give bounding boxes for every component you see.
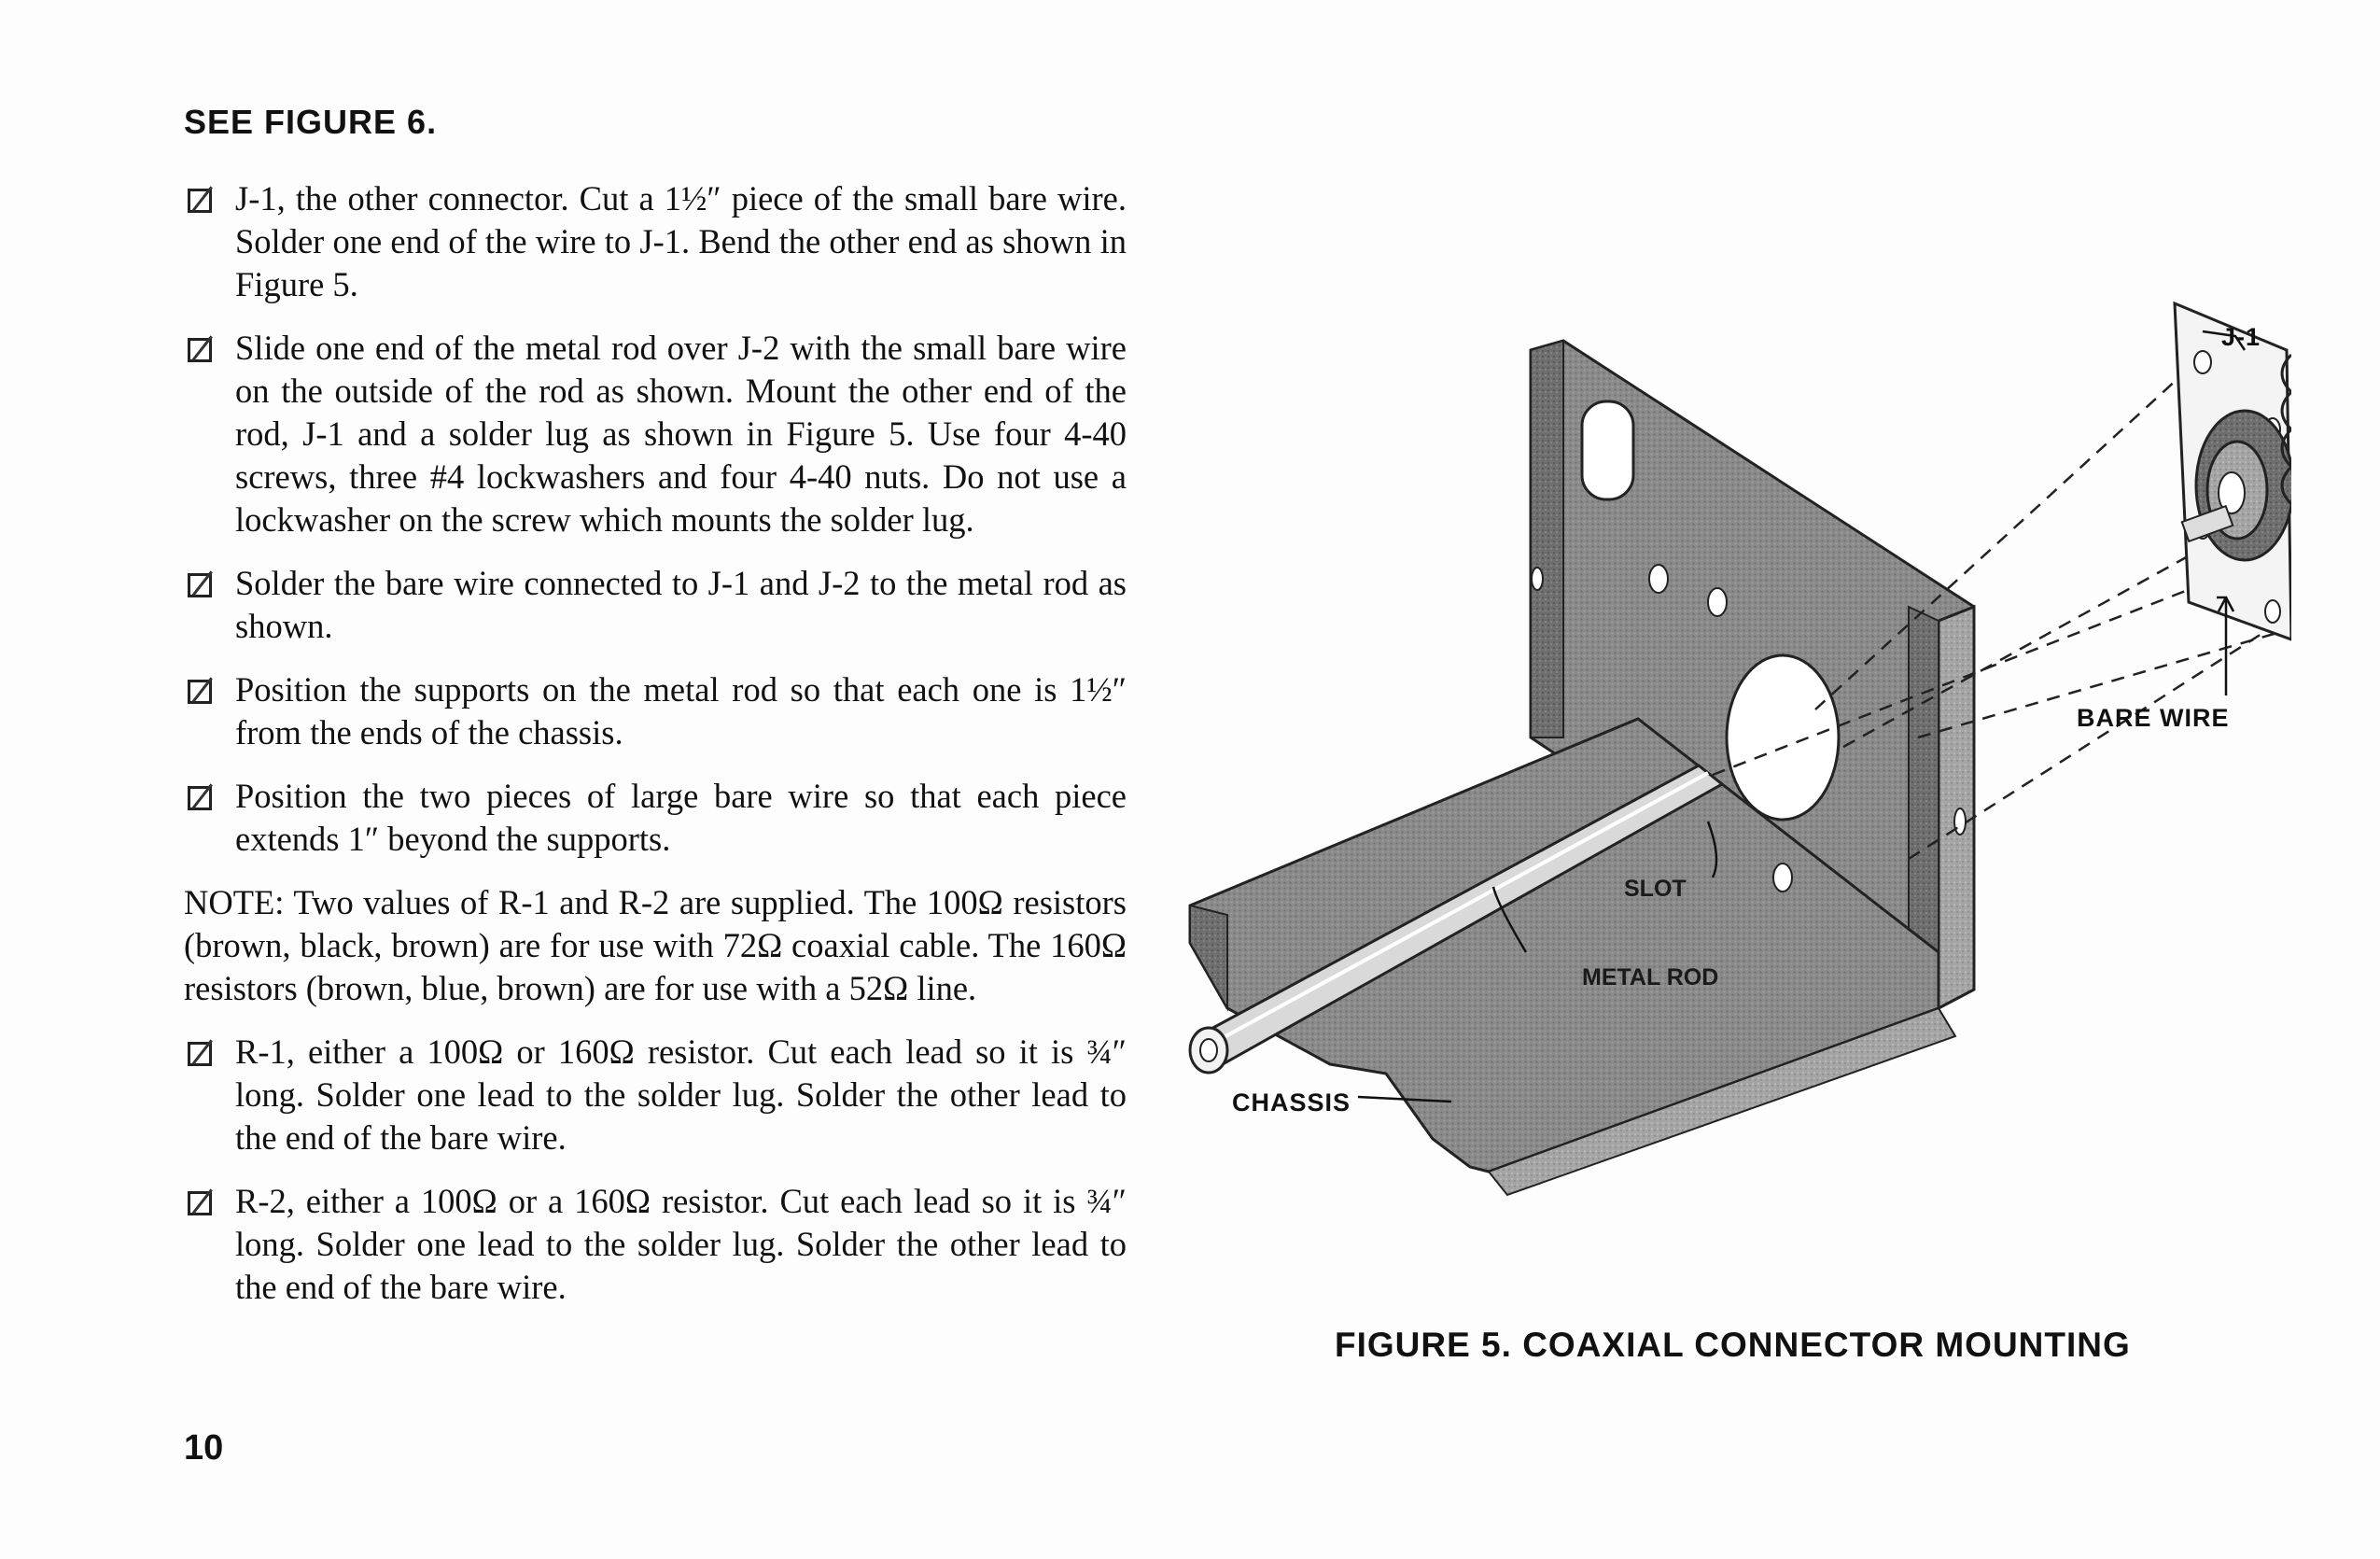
- step-r2: [184, 1180, 1127, 1309]
- instruction-column: [184, 177, 1127, 1329]
- section-heading: SEE FIGURE 6.: [184, 103, 438, 141]
- page-number: 10: [184, 1428, 224, 1468]
- step-text: Position the supports on the metal rod so that each one is 1½″ from the ends of the chassis.: [235, 670, 1127, 751]
- figure-illustration: [1171, 299, 2291, 1232]
- figure-caption: FIGURE 5. COAXIAL CONNECTOR MOUNTING: [1335, 1326, 2131, 1364]
- checkbox-icon[interactable]: [188, 786, 212, 810]
- checkbox-icon[interactable]: [188, 1191, 212, 1215]
- label-j1: J-1: [2221, 323, 2261, 351]
- step-solder-wire: [184, 562, 1127, 648]
- checkbox-icon[interactable]: [188, 338, 212, 362]
- checkbox-icon[interactable]: [188, 1042, 212, 1066]
- checkbox-icon[interactable]: [188, 680, 212, 704]
- step-text: R-2, either a 100Ω or a 160Ω resistor. Cut each lead so it is ¾″ long. Solder one lead to the solder lug. Solder the other lead to the end of the bare wire.: [235, 1182, 1127, 1306]
- note-paragraph: NOTE: Two values of R-1 and R-2 are supplied. The 100Ω resistors (brown, black, brown) are for use with 72Ω coaxial cable. The 160Ω resistors (brown, blue, brown) are for use with a 52Ω line.: [184, 883, 1127, 1007]
- connector-j1-drawing: [2175, 303, 2291, 639]
- step-text: Slide one end of the metal rod over J-2 with the small bare wire on the outside of the rod as shown. Mount the other end of the rod, J-1 and a solder lug as shown in Figure 5. Use four 4-40 screws, three #4 lockwashers and four 4-40 nuts. Do not use a lockwasher on the screw which mounts the solder lug.: [235, 329, 1127, 539]
- step-text: Position the two pieces of large bare wire so that each piece extends 1″ beyond the supports.: [235, 777, 1127, 858]
- checkbox-icon[interactable]: [188, 573, 212, 597]
- label-slot: SLOT: [1624, 876, 1687, 902]
- step-r1: [184, 1031, 1127, 1159]
- label-metal-rod: METAL ROD: [1582, 964, 1719, 990]
- step-position-wires: [184, 775, 1127, 861]
- label-chassis: CHASSIS: [1232, 1088, 1351, 1117]
- step-slide-rod: [184, 327, 1127, 541]
- checkbox-icon[interactable]: [188, 189, 212, 213]
- label-bare-wire: BARE WIRE: [2077, 704, 2230, 732]
- step-text: Solder the bare wire connected to J-1 and J-2 to the metal rod as shown.: [235, 564, 1127, 645]
- chassis-drawing: [1190, 341, 1974, 1195]
- step-position-supports: [184, 668, 1127, 754]
- step-text: R-1, either a 100Ω or 160Ω resistor. Cut each lead so it is ¾″ long. Solder one lead to the solder lug. Solder the other lead to the end of the bare wire.: [235, 1032, 1127, 1157]
- step-j1: [184, 177, 1127, 306]
- step-text: J-1, the other connector. Cut a 1½″ piece of the small bare wire. Solder one end of the wire to J-1. Bend the other end as shown in Figure 5.: [235, 179, 1127, 303]
